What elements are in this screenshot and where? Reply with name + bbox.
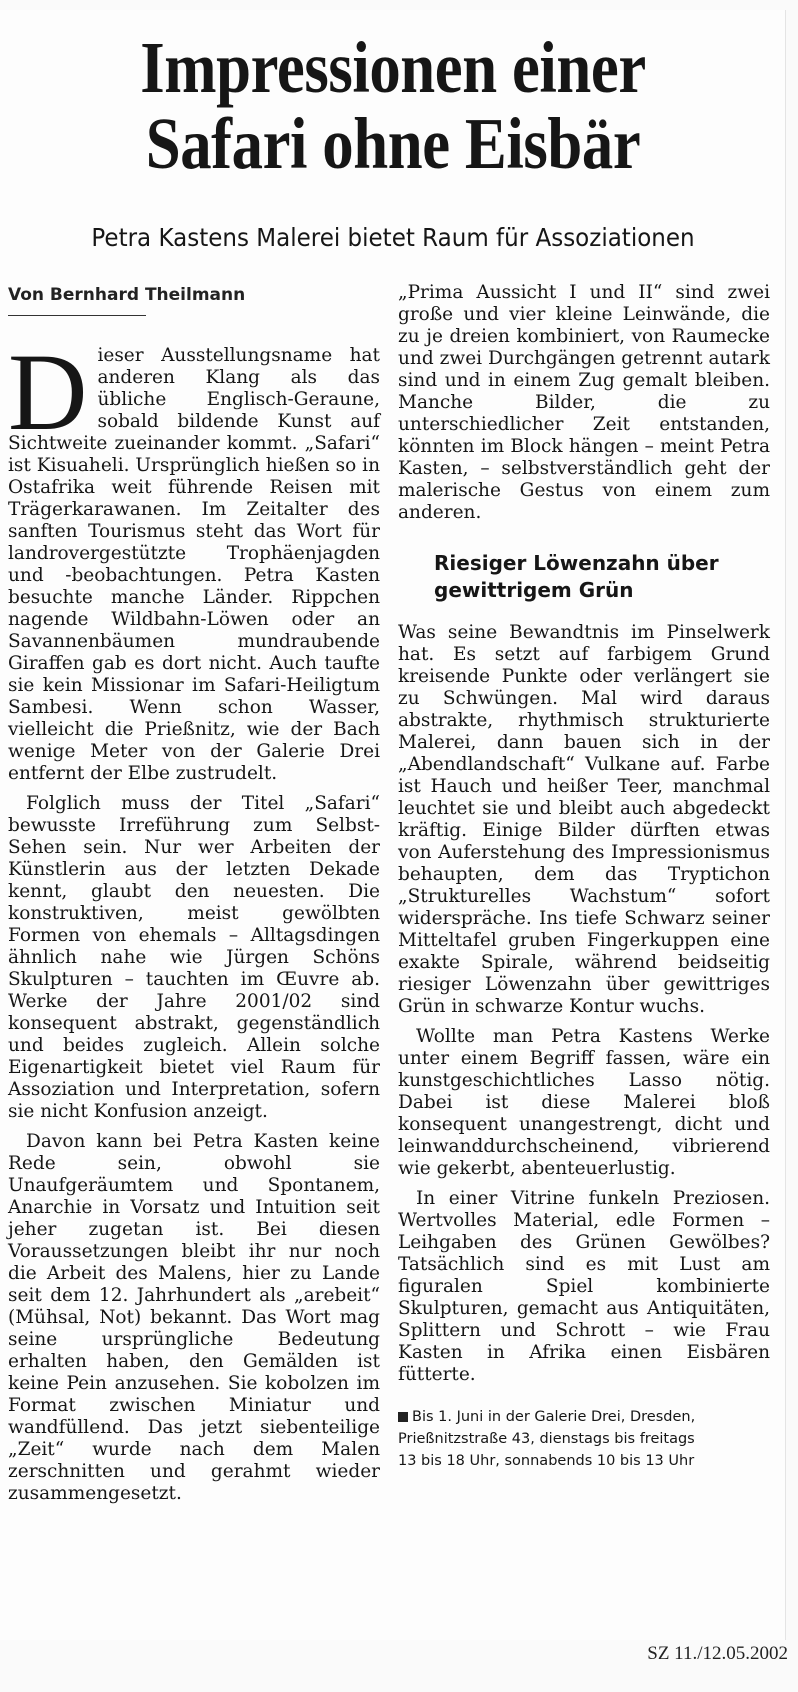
headline-line-2: Safari ohne Eisbär (145, 103, 641, 184)
byline-rule (8, 315, 146, 316)
article-column-right (398, 282, 770, 1472)
article-paragraph: In einer Vitrine funkeln Preziosen. Wertvolles Material, edle Formen – Leihgaben des Grünen Gewölbes? Tatsächlich sind es mit Lust am figuralen Spiel kombinierte Skulpturen, gemacht aus Antiquitäten, Splittern und Schrott – wie Frau Kasten in Afrika einen Eisbären fütterte. (398, 1188, 770, 1385)
headline (55, 27, 731, 184)
article-column-left (8, 331, 380, 1513)
article-paragraph (8, 331, 380, 785)
headline-line-1: Impressionen einer (140, 27, 646, 108)
article-paragraph: „Prima Aussicht I und II“ sind zwei große und vier kleine Leinwände, die zu je dreien kombiniert, von Raumecke und zwei Durchgängen getrennt autark sind und in einem Zug gemalt bleiben. Manche Bilder, die zu unterschiedlicher Zeit entstanden, könnten im Block hängen – meint Petra Kasten, – selbstverständlich geht der malerische Gestus von einem zum anderen. (398, 282, 770, 523)
exhibition-info-line: 13 bis 18 Uhr, sonnabends 10 bis 13 Uhr (398, 1453, 695, 1469)
article-paragraph: Wollte man Petra Kastens Werke unter einem Begriff fassen, wäre ein kunstgeschichtliches Lasso nötig. Dabei ist diese Malerei bloß konsequent unangestrengt, dicht und leinwanddurchscheinend, vibrierend wie gekerbt, abenteuerlustig. (398, 1026, 770, 1179)
source-note: SZ 11./12.05.2002 (647, 1643, 788, 1664)
adjacent-page-bleed (0, 1652, 798, 1692)
drop-cap: D (8, 331, 88, 453)
article-paragraph: Folglich muss der Titel „Safari“ bewusste Irreführung zum Selbst-Sehen sein. Nur wer Arbeiten der Künstlerin aus der letzten Dekade kennt, glaubt den neuesten. Die konstruktiven, meist gewölbten Formen von ehemals – Alltagsdingen ähnlich nahe wie Jürgen Schöns Skulpturen – tauchten im Œuvre ab. Werke der Jahre 2001/02 sind konsequent abstrakt, gegenständlich und beides zugleich. Allein solche Eigenartigkeit bietet viel Raum für Assoziation und Interpretation, sofern sie nicht Konfusion anzeigt. (8, 793, 380, 1122)
exhibition-info (398, 1406, 770, 1472)
bullet-square-icon (398, 1412, 408, 1422)
section-subheading: Riesiger Löwenzahn über gewittrigem Grün (434, 551, 719, 602)
exhibition-info-line: Bis 1. Juni in der Galerie Drei, Dresden, (398, 1406, 770, 1428)
article-paragraph: Davon kann bei Petra Kasten keine Rede sein, obwohl sie Unaufgeräumtem und Spontanem, Anarchie in Vorsatz und Intuition seit jeher zugetan ist. Bei diesen Voraussetzungen bleibt ihr nur noch die Arbeit des Malens, hier zu Lande seit dem 12. Jahrhundert als „arebeit“ (Mühsal, Not) bekannt. Das Wort mag seine ursprüngliche Bedeutung erhalten haben, den Gemälden ist keine Pein anzusehen. Sie kobolzen im Format zwischen Miniatur und wandfüllend. Das jetzt siebenteilige „Zeit“ wurde nach dem Malen zerschnitten und gerahmt wieder zusammengesetzt. (8, 1131, 380, 1504)
subheadline: Petra Kastens Malerei bietet Raum für Assoziationen (91, 223, 695, 252)
byline: Von Bernhard Theilmann (8, 285, 246, 305)
exhibition-info-line: Prießnitzstraße 43, dienstags bis freitags (398, 1431, 695, 1447)
article-clipping (0, 10, 786, 1640)
article-paragraph: Was seine Bewandtnis im Pinselwerk hat. Es setzt auf farbigem Grund kreisende Punkte oder verlängert sie zu Schwüngen. Mal wird daraus abstrakte, rhythmisch strukturierte Malerei, dann bauen sich in der „Abendlandschaft“ Vulkane auf. Farbe ist Hauch und heißer Teer, manchmal leuchtet sie und bleibt auch abgedeckt kräftig. Einige Bilder dürften etwas von Auferstehung des Impressionismus behaupten, dem das Tryptichon „Strukturelles Wachstum“ sofort widerspräche. Ins tiefe Schwarz seiner Mitteltafel gruben Fingerkuppen eine exakte Spirale, während beidseitig riesiger Löwenzahn über gewittriges Grün in schwarze Kontur wuchs. (398, 622, 770, 1017)
paragraph-text: ieser Ausstellungsname hat anderen Klang als das übliche Englisch-Geraune, sobald bildende Kunst auf Sichtweite zueinander kommt. „Safari“ ist Kisuaheli. Ursprünglich hießen so in Ostafrika weit führende Reisen mit Trägerkarawanen. Im Zeitalter des sanften Tourismus steht das Wort für landrovergestützte Trophäenjagden und -beobachtungen. Petra Kasten besuchte manche Länder. Rippchen nagende Wildbahn-Löwen oder an Savannenbäumen mundraubende Giraffen gab es dort nicht. Auch taufte sie kein Missionar im Safari-Heiligtum Sambesi. Wenn schon Wasser, vielleicht die Prießnitz, wie der Bach wenige Meter von der Galerie Drei entfernt der Elbe zustrudelt. (8, 345, 380, 784)
